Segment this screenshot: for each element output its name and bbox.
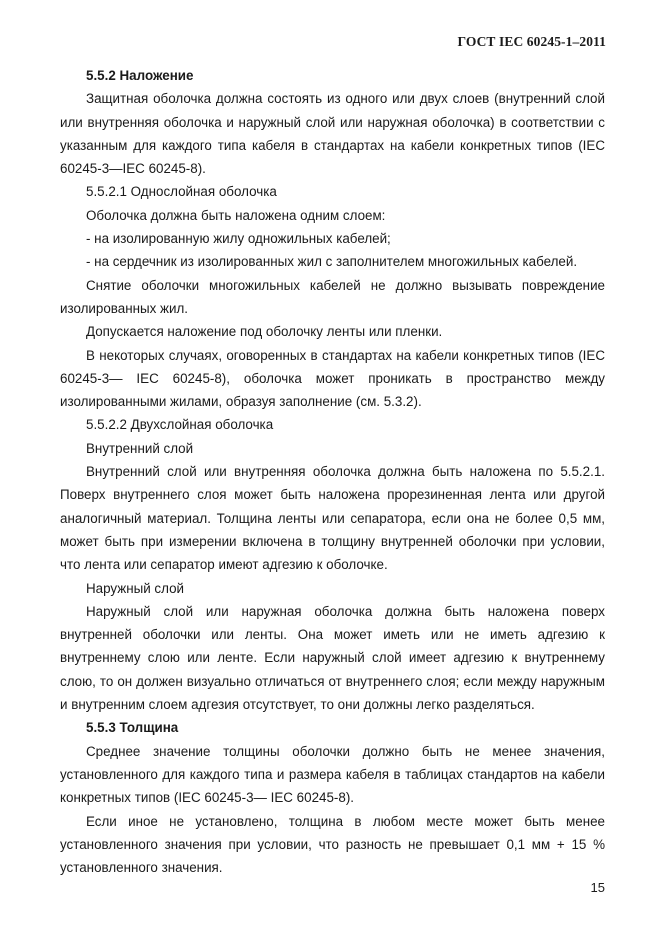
- section-title-5-5-3: 5.5.3 Толщина: [86, 720, 179, 736]
- paragraph: В некоторых случаях, оговоренных в стандартах на кабели конкретных типов (IEC 60245-3— IEC 60245-8), оболочка может проникать в пространство между изолированными жилами, образуя заполнение (см. 5.3.2).: [60, 347, 605, 410]
- sub-heading-outer-layer: Наружный слой: [86, 580, 185, 596]
- subsection-title-5-5-2-2: 5.5.2.2 Двухслойная оболочка: [86, 417, 274, 433]
- paragraph: Оболочка должна быть наложена одним слоем:: [86, 207, 386, 223]
- paragraph: Допускается наложение под оболочку ленты или пленки.: [86, 324, 443, 340]
- list-item: - на сердечник из изолированных жил с заполнителем многожильных кабелей.: [86, 254, 578, 270]
- sub-heading-inner-layer: Внутренний слой: [86, 440, 194, 456]
- paragraph: Внутренний слой или внутренняя оболочка должна быть наложена по 5.5.2.1. Поверх внутреннего слоя может быть наложена прорезиненная лента или другой аналогичный материал. Толщина ленты или сепаратора, если она не более 0,5 мм, может быть при измерении включена в толщину внутренней оболочки при условии, что лента или сепаратор имеют адгезию к оболочке.: [60, 464, 605, 573]
- document-body: [60, 64, 605, 879]
- list-item: - на изолированную жилу одножильных кабелей;: [86, 231, 391, 247]
- paragraph: Снятие оболочки многожильных кабелей не должно вызывать повреждение изолированных жил.: [60, 277, 605, 316]
- document-code-header: ГОСТ IEC 60245-1–2011: [457, 34, 606, 49]
- subsection-title-5-5-2-1: 5.5.2.1 Однослойная оболочка: [86, 184, 277, 200]
- paragraph: Наружный слой или наружная оболочка должна быть наложена поверх внутренней оболочки или ленты. Она может иметь или не иметь адгезию к внутреннему слою или ленте. Если наружный слой имеет адгезию к внутреннему слою, то он должен визуально отличаться от внутреннего слоя; если между наружным и внутренним слоем адгезия отсутствует, то они должны легко разделяться.: [60, 603, 605, 713]
- paragraph: Если иное не установлено, толщина в любом месте может быть менее установленного значения при условии, что разность не превышает 0,1 мм + 15 % установленного значения.: [60, 813, 605, 876]
- page-number: 15: [590, 880, 605, 895]
- section-title-5-5-2: 5.5.2 Наложение: [86, 68, 194, 83]
- paragraph: Защитная оболочка должна состоять из одного или двух слоев (внутренний слой или внутренняя оболочка и наружный слой или наружная оболочка) в соответствии с указанным для каждого типа кабеля в стандартах на кабели конкретных типов (IEC 60245-3—IEC 60245-8).: [60, 91, 605, 177]
- paragraph: Среднее значение толщины оболочки должно быть не менее значения, установленного для каждого типа и размера кабеля в таблицах стандартов на кабели конкретных типов (IEC 60245-3— IEC 60245-8).: [60, 743, 605, 806]
